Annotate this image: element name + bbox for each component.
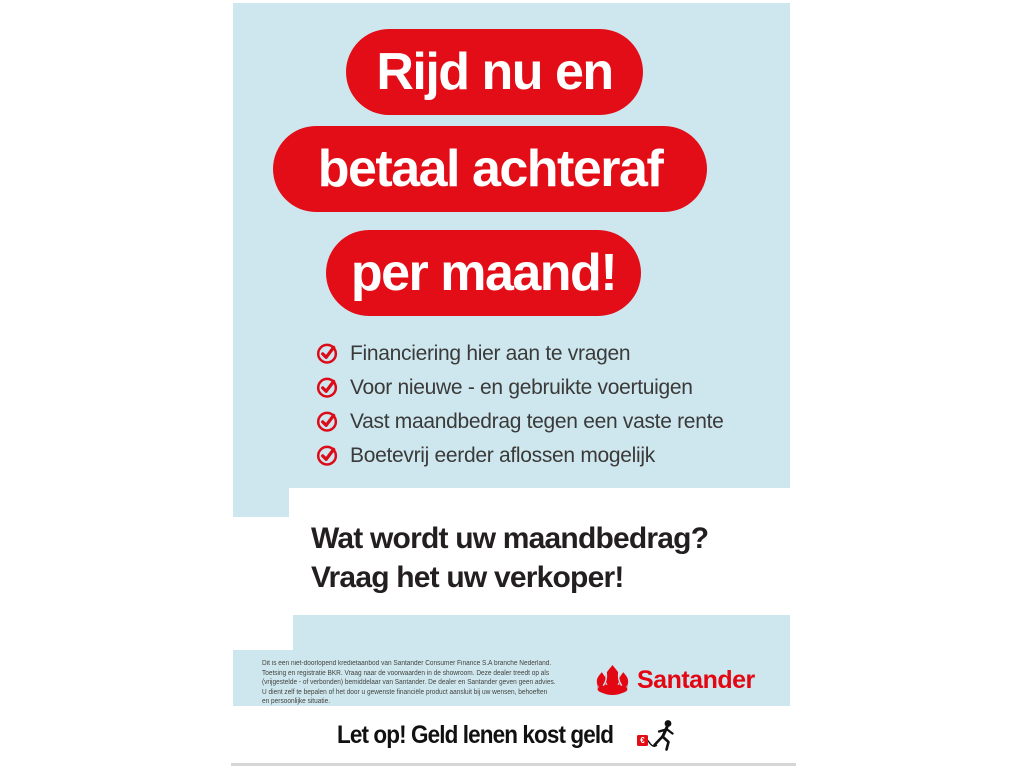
disclaimer-line: U dient zelf te bepalen of het door u gewenste financiële product aansluit bij uw wensen, behoeften	[262, 688, 548, 696]
disclaimer-line: (vrijgestelde - of verbonden) bemiddelaar van Santander. De dealer en Santander geven geen advies.	[262, 679, 556, 687]
headline-pill-3	[326, 230, 641, 316]
disclaimer-text	[262, 659, 556, 707]
checklist-item-label: Vast maandbedrag tegen een vaste rente	[350, 409, 724, 433]
subheading-line-2: Vraag het uw verkoper!	[311, 561, 624, 594]
list-item	[316, 376, 723, 399]
check-circle-icon	[316, 342, 339, 365]
list-item	[316, 342, 723, 365]
list-item	[316, 444, 723, 467]
disclaimer-line: en persoonlijke situatie.	[262, 698, 331, 706]
subheading-line-1: Wat wordt uw maandbedrag?	[311, 522, 709, 555]
headline-pill-3-label: per maand!	[350, 244, 617, 302]
disclaimer-line: Dit is een niet-doorlopend kredietaanbod van Santander Consumer Finance S.A branche Nederland.	[262, 660, 552, 667]
headline-pill-1-label: Rijd nu en	[376, 43, 613, 101]
santander-flame-icon	[594, 663, 631, 697]
benefits-checklist	[316, 342, 723, 478]
check-circle-icon	[316, 376, 339, 399]
page-bottom-edge-line	[231, 763, 796, 766]
checklist-item-label: Financiering hier aan te vragen	[350, 341, 631, 365]
santander-logo	[594, 661, 755, 699]
euro-symbol: €	[640, 736, 645, 745]
list-item	[316, 410, 723, 433]
checklist-item-label: Boetevrij eerder aflossen mogelijk	[350, 443, 655, 467]
euro-chip	[637, 735, 648, 746]
credit-warning-text: Let op! Geld lenen kost geld	[337, 721, 614, 749]
checklist-item-label: Voor nieuwe - en gebruikte voertuigen	[350, 375, 693, 399]
money-ball-and-chain-icon	[637, 718, 683, 754]
santander-wordmark: Santander	[637, 665, 755, 694]
subheading	[311, 519, 708, 597]
disclaimer-line: Toetsing en registratie BKR. Vraag naar de voorwaarden in de showroom. Deze dealer treedt op als	[262, 669, 550, 677]
headline-pill-2	[273, 126, 707, 212]
headline-pill-1	[346, 29, 643, 115]
credit-warning	[337, 721, 644, 755]
check-circle-icon	[316, 444, 339, 467]
blue-panel-bottom-step	[293, 615, 790, 651]
headline-pill-2-label: betaal achteraf	[317, 140, 663, 198]
check-circle-icon	[316, 410, 339, 433]
